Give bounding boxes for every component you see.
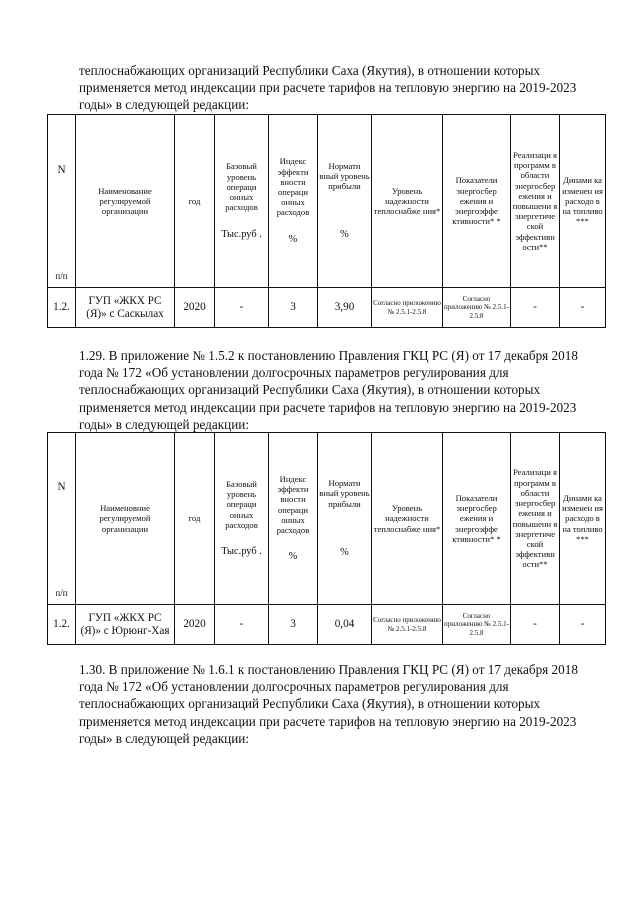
table-row [48, 605, 606, 645]
header-unit: Тыс.руб . [221, 546, 262, 557]
paragraph-1-30 [79, 661, 609, 747]
header-unit: Тыс.руб . [221, 228, 262, 240]
intro-paragraph [79, 62, 609, 114]
table-row [48, 288, 606, 328]
text-line: применяется метод индексации при расчете тарифов на тепловую энергию на 2019-2023 [79, 80, 577, 96]
header-cell-base [215, 115, 269, 288]
header-cell-n: N п/п [48, 115, 76, 288]
header-cell-year: год [175, 115, 215, 288]
row-cell-n: 1.2. [48, 605, 76, 645]
text-line: теплоснабжающих организаций Республики Саха (Якутия), в отношении которых [79, 696, 541, 712]
table-header-row [48, 115, 606, 288]
row-cell-energy: Согласно приложению № 2.5.1-2.5.8 [443, 288, 511, 328]
header-label: Базовый уровень операци онных расходов [225, 478, 258, 530]
row-cell-name: ГУП «ЖКХ РС (Я)» с Юрюнг-Хая [76, 605, 175, 645]
text-line: года № 172 «Об установлении долгосрочных параметров регулирования для [79, 365, 509, 381]
row-cell-index: 3 [269, 605, 318, 645]
header-cell-dynamics: Динами ка изменен ия расходо в на топливо *** [560, 115, 606, 288]
header-label: Индекс эффекти вности операци онных расходов [276, 473, 310, 535]
header-cell-norm [318, 115, 372, 288]
header-cell-year: год [175, 433, 215, 605]
row-cell-base: - [215, 605, 269, 645]
row-cell-programs: - [511, 605, 560, 645]
header-cell-n: N п/п [48, 433, 76, 605]
row-cell-programs: - [511, 288, 560, 328]
header-cell-index [269, 433, 318, 605]
header-cell-name: Наименование регулируемой организации [76, 115, 175, 288]
paragraph-1-29 [79, 347, 609, 433]
header-label: Нормати вный уровень прибыли [319, 478, 370, 509]
header-unit: % [288, 233, 298, 245]
table-header-row [48, 433, 606, 605]
row-cell-year: 2020 [175, 288, 215, 328]
header-unit: % [340, 229, 349, 241]
text-line: годы» в следующей редакции: [79, 97, 249, 113]
header-cell-norm [318, 433, 372, 605]
row-cell-reliability: Согласно приложению № 2.5.1-2.5.8 [372, 288, 443, 328]
text-line: теплоснабжающих организаций Республики Саха (Якутия), в отношении которых [79, 63, 541, 78]
header-label: Нормати вный уровень прибыли [319, 160, 370, 192]
text-line: 1.29. В приложение № 1.5.2 к постановлению Правления ГКЦ РС (Я) от 17 декабря 2018 [79, 348, 578, 363]
row-cell-base: - [215, 288, 269, 328]
text-line: теплоснабжающих организаций Республики Саха (Якутия), в отношении которых [79, 382, 541, 398]
row-cell-reliability: Согласно приложению № 2.5.1-2.5.8 [372, 605, 443, 645]
row-cell-index: 3 [269, 288, 318, 328]
row-cell-n: 1.2. [48, 288, 76, 328]
text-line: годы» в следующей редакции: [79, 730, 249, 746]
header-cell-index [269, 115, 318, 288]
header-cell-programs: Реализаци я программ в области энергосбер ежения и повышени я энергетиче ской эффективн ости** [511, 115, 560, 288]
header-cell-reliability: Уровень надежности теплоснабже ния* [372, 115, 443, 288]
row-cell-energy: Согласно приложению № 2.5.1-2.5.8 [443, 605, 511, 645]
text-line: применяется метод индексации при расчете тарифов на тепловую энергию на 2019-2023 [79, 713, 577, 729]
row-cell-name: ГУП «ЖКХ РС (Я)» с Саскылах [76, 288, 175, 328]
tariff-table-saskylakh [47, 114, 606, 328]
text-line: года № 172 «Об установлении долгосрочных параметров регулирования для [79, 679, 509, 695]
text-line: годы» в следующей редакции: [79, 416, 249, 432]
row-cell-year: 2020 [175, 605, 215, 645]
header-cell-energy: Показатели энергосбер ежения и энергоэффе ктивности* * [443, 115, 511, 288]
text-line: 1.30. В приложение № 1.6.1 к постановлению Правления ГКЦ РС (Я) от 17 декабря 2018 [79, 662, 578, 677]
text-line: применяется метод индексации при расчете тарифов на тепловую энергию на 2019-2023 [79, 399, 577, 415]
row-cell-dynamics: - [560, 605, 606, 645]
row-cell-dynamics: - [560, 288, 606, 328]
row-cell-norm: 3,90 [318, 288, 372, 328]
header-label: Базовый уровень операци онных расходов [225, 161, 258, 213]
header-unit: % [340, 546, 349, 558]
header-cell-base [215, 433, 269, 605]
header-label: Индекс эффекти вности операци онных расходов [276, 156, 310, 218]
header-cell-reliability: Уровень надежности теплоснабже ния* [372, 433, 443, 605]
header-cell-energy: Показатели энергосбер ежения и энергоэффе ктивности* * [443, 433, 511, 605]
header-cell-dynamics: Динами ка изменен ия расходо в на топливо *** [560, 433, 606, 605]
tariff-table-yuryung-khaya [47, 432, 606, 645]
header-unit: % [288, 551, 298, 563]
row-cell-norm: 0,04 [318, 605, 372, 645]
header-cell-programs: Реализаци я программ в области энергосбер ежения и повышени я энергетиче ской эффективн ости** [511, 433, 560, 605]
header-cell-name: Наименовние регулируемой организации [76, 433, 175, 605]
